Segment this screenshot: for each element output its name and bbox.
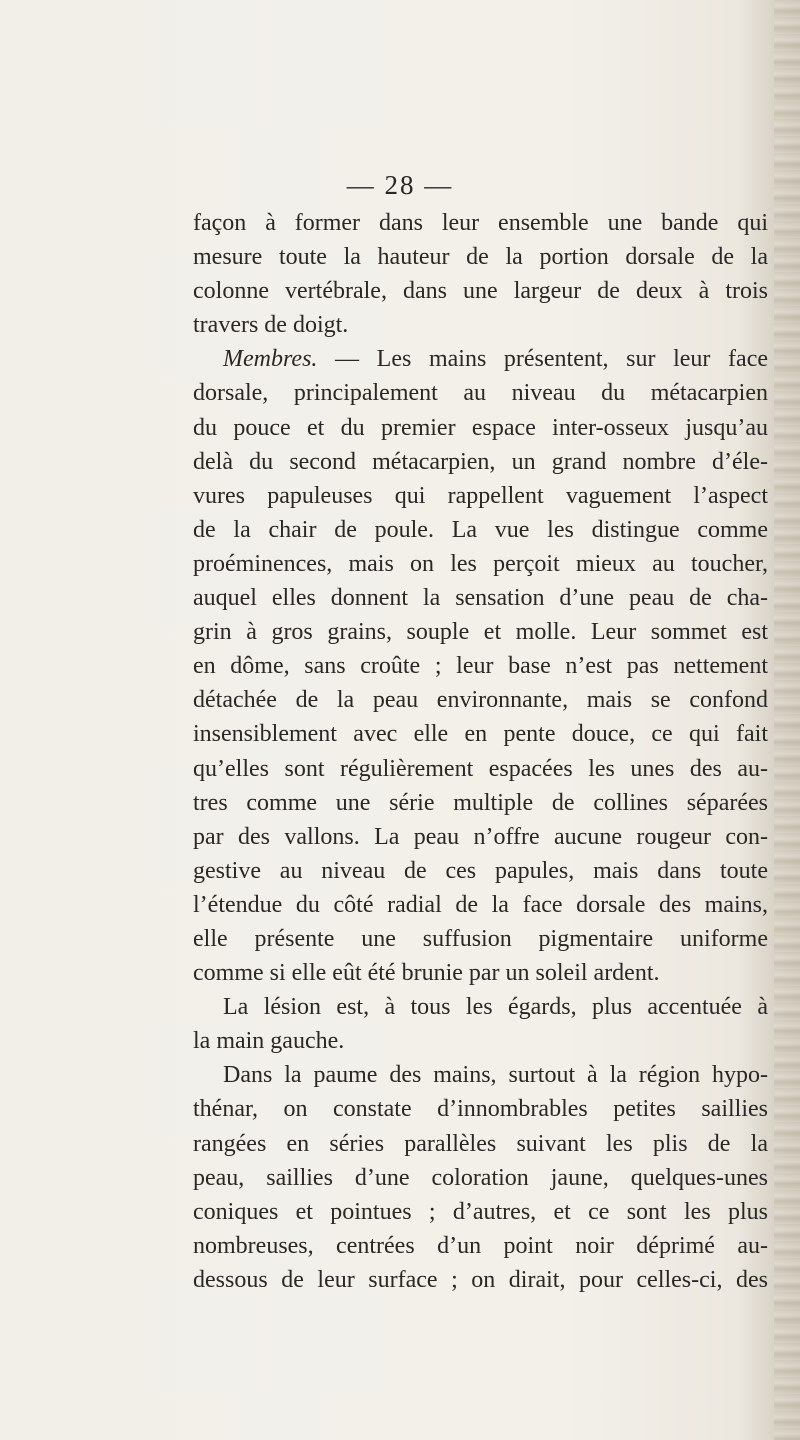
text-line [193, 308, 768, 342]
text-line [193, 683, 768, 717]
text-line-content: delà du second métacarpien, un grand nombre d’éle- [193, 448, 768, 475]
text-line [193, 274, 768, 308]
text-line [193, 649, 768, 683]
text-line [193, 376, 768, 410]
text-line [193, 854, 768, 888]
text-line [193, 717, 768, 751]
text-line [193, 615, 768, 649]
text-line [193, 1161, 768, 1195]
text-line-content: par des vallons. La peau n’offre aucune rougeur con- [193, 823, 768, 850]
text-line [193, 1024, 768, 1058]
text-line [193, 445, 768, 479]
text-line-content: qu’elles sont régulièrement espacées les unes des au- [193, 755, 768, 782]
text-line-content: rangées en séries parallèles suivant les plis de la [193, 1130, 768, 1157]
text-line [193, 411, 768, 445]
text-line-content: peau, saillies d’une coloration jaune, quelques-unes [193, 1164, 768, 1191]
text-line-content: tres comme une série multiple de collines séparées [193, 789, 768, 816]
text-line [193, 786, 768, 820]
text-line-content: grin à gros grains, souple et molle. Leur sommet est [193, 619, 768, 646]
text-line [193, 1127, 768, 1161]
text-line-content: La lésion est, à tous les égards, plus accentuée à [223, 994, 768, 1021]
text-line [193, 240, 768, 274]
text-line [193, 513, 768, 547]
text-line-content: nombreuses, centrées d’un point noir déprimé au- [193, 1232, 768, 1259]
text-line-content: travers de doigt. [193, 312, 349, 339]
text-line [193, 1058, 768, 1092]
text-line [193, 1195, 768, 1229]
page-number: — 28 — [346, 170, 454, 200]
section-heading: Membres. [223, 346, 318, 373]
text-line [193, 1263, 768, 1297]
text-line [193, 820, 768, 854]
text-line [193, 956, 768, 990]
text-line-content: colonne vertébrale, dans une largeur de deux à trois [193, 278, 768, 305]
text-line [193, 922, 768, 956]
text-line-content: elle présente une suffusion pigmentaire uniforme [193, 925, 768, 952]
text-line-content: mesure toute la hauteur de la portion dorsale de la [193, 244, 768, 271]
text-line-content: gestive au niveau de ces papules, mais dans toute [193, 857, 768, 884]
text-line-content: la main gauche. [193, 1028, 345, 1055]
text-line [193, 206, 768, 240]
page-edge [774, 0, 800, 1440]
text-line [193, 888, 768, 922]
text-line-content: proéminences, mais on les perçoit mieux au toucher, [193, 550, 768, 577]
text-line [193, 1229, 768, 1263]
text-line-content: Dans la paume des mains, surtout à la région hypo- [223, 1062, 768, 1089]
text-line-content: du pouce et du premier espace inter-osseux jusqu’au [193, 414, 768, 441]
text-line-content: thénar, on constate d’innombrables petites saillies [193, 1096, 768, 1123]
text-line-content: façon à former dans leur ensemble une bande qui [193, 210, 768, 236]
text-line [193, 342, 768, 376]
text-line [193, 1092, 768, 1126]
text-line-content: vures papuleuses qui rappellent vaguement l’aspect [193, 482, 768, 509]
text-line-content: comme si elle eût été brunie par un soleil ardent. [193, 960, 660, 987]
text-line-content: insensiblement avec elle en pente douce, ce qui fait [193, 721, 768, 748]
text-line-content: détachée de la peau environnante, mais se confond [193, 687, 768, 714]
text-line-content: l’étendue du côté radial de la face dorsale des mains, [193, 891, 768, 918]
text-line-content: coniques et pointues ; d’autres, et ce sont les plus [193, 1198, 768, 1225]
text-line [193, 990, 768, 1024]
body-text [193, 206, 768, 1297]
text-line-content: dessous de leur surface ; on dirait, pour celles-ci, des [193, 1266, 768, 1293]
text-line [193, 581, 768, 615]
text-line-content: — Les mains présentent, sur leur face [317, 346, 768, 373]
text-line [193, 479, 768, 513]
text-line [193, 752, 768, 786]
text-line-content: dorsale, principalement au niveau du métacarpien [193, 380, 768, 407]
text-line [193, 547, 768, 581]
text-line-content: de la chair de poule. La vue les distingue comme [193, 516, 768, 543]
text-line-content: auquel elles donnent la sensation d’une peau de cha- [193, 585, 768, 612]
text-line-content: en dôme, sans croûte ; leur base n’est pas nettement [193, 653, 768, 680]
